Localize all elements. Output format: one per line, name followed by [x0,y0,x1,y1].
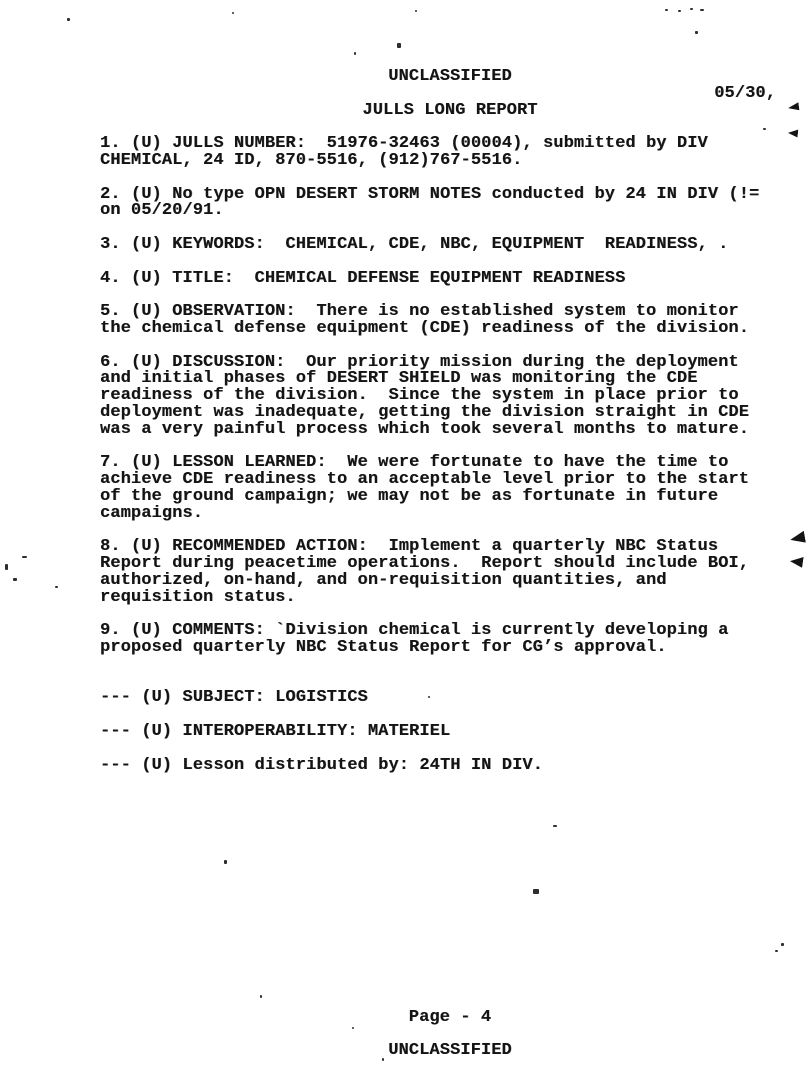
scan-noise-speck [665,9,668,11]
document-line [100,909,800,926]
item-8-line: 8. (U) RECOMMENDED ACTION: Implement a quarterly NBC Status [100,537,719,557]
item-8-line: requisition status. [100,587,296,607]
scan-noise-speck [13,578,17,581]
item-3-line: 3. (U) KEYWORDS: CHEMICAL, CDE, NBC, EQUIPMENT READINESS, . [100,234,729,254]
scan-noise-speck [232,12,234,14]
item-2-line: on 05/20/91. [100,201,224,221]
page-number: Page - 4 [408,1007,492,1027]
scan-noise-speck [67,18,70,21]
report-title: JULLS LONG REPORT [362,100,538,120]
distribution-line: --- (U) Lesson distributed by: 24TH IN DIV. [100,755,543,775]
item-7-line: achieve CDE readiness to an acceptable level prior to the start [100,470,750,490]
document-line [100,976,800,993]
scan-noise-speck [775,950,778,952]
item-8-line: Report during peacetime operations. Report should include BOI, [100,554,750,574]
document-line [100,842,800,859]
subject-line: --- (U) SUBJECT: LOGISTICS [100,688,368,708]
interoperability-line: --- (U) INTEROPERABILITY: MATERIEL [100,722,451,742]
item-4-line: 4. (U) TITLE: CHEMICAL DEFENSE EQUIPMENT READINESS [100,268,626,288]
item-9-line: proposed quarterly NBC Status Report for CG’s approval. [100,638,667,658]
scan-noise-speck [260,995,262,998]
document-line [100,825,800,842]
document-line [100,858,800,875]
scan-noise-speck [690,8,693,10]
item-1-line: 1. (U) JULLS NUMBER: 51976-32463 (00004), submitted by DIV [100,134,708,154]
scan-noise-speck [224,860,227,864]
item-5-line: the chemical defense equipment (CDE) readiness of the division. [100,318,750,338]
scan-noise-speck [781,943,784,946]
scan-noise-speck [700,9,704,11]
document-line [100,875,800,892]
scan-noise-speck [678,10,681,12]
scan-noise-speck [55,586,58,588]
scan-noise-speck [533,889,539,894]
scan-noise-speck [22,556,27,558]
scan-noise-speck [354,52,356,55]
item-6-line: was a very painful process which took several months to mature. [100,419,750,439]
item-6-line: and initial phases of DESERT SHIELD was monitoring the CDE [100,369,698,389]
item-2-line: 2. (U) No type OPN DESERT STORM NOTES conducted by 24 IN DIV (!= [100,184,760,204]
document-body [100,69,800,1060]
scan-noise-speck [428,696,430,698]
item-6-line: 6. (U) DISCUSSION: Our priority mission during the deployment [100,352,739,372]
document-line [100,808,800,825]
document-line [100,959,800,976]
scan-noise-speck [397,43,401,48]
scan-noise-speck [763,128,766,130]
classification-footer: UNCLASSIFIED [388,1041,512,1061]
item-1-line: CHEMICAL, 24 ID, 870-5516, (912)767-5516. [100,150,523,170]
item-7-line: campaigns. [100,503,204,523]
scan-noise-speck [553,825,557,827]
item-8-line: authorized, on-hand, and on-requisition quantities, and [100,570,667,590]
document-line [100,774,800,791]
item-5-line: 5. (U) OBSERVATION: There is no established system to monitor [100,302,739,322]
classification-header: UNCLASSIFIED [388,67,512,86]
item-6-line: deployment was inadequate, getting the division straight in CDE [100,402,750,422]
scan-noise-speck [382,1058,384,1061]
document-line [100,791,800,808]
document-line [100,926,800,943]
scan-noise-speck [695,31,698,34]
scan-noise-speck [352,1027,354,1029]
document-line [100,892,800,909]
item-9-line: 9. (U) COMMENTS: `Division chemical is currently developing a [100,621,729,641]
document-line [100,657,800,674]
document-line [100,942,800,959]
item-6-line: readiness of the division. Since the system in place prior to [100,386,739,406]
date-fragment: 05/30, [714,83,776,103]
item-7-line: 7. (U) LESSON LEARNED: We were fortunate to have the time to [100,453,729,473]
item-7-line: of the ground campaign; we may not be as fortunate in future [100,486,719,506]
scan-noise-speck [5,564,8,570]
scan-noise-speck [415,10,417,12]
